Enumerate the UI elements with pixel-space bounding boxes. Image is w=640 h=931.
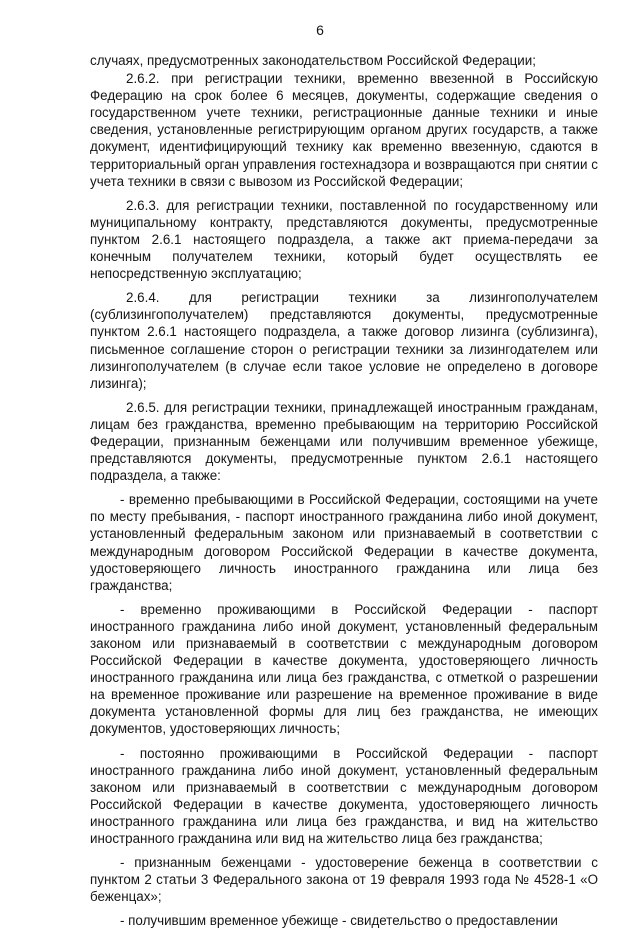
paragraph-2-6-3: 2.6.3. для регистрации техники, поставленной по государственному или муниципальному контракту, представляются документы, предусмотренные пунктом 2.6.1 настоящего подраздела, а также акт приема-передачи за конечным получателем техники, который будет осуществлять ее непосредственную эксплуатацию; [90, 197, 598, 282]
document-body [90, 52, 598, 931]
list-item-refugees: - признанным беженцами - удостоверение беженца в соответствии с пунктом 2 статьи 3 Федерального закона от 19 февраля 1993 года № 4528-1 «О беженцах»; [90, 855, 598, 905]
paragraph-2-6-5: 2.6.5. для регистрации техники, принадлежащей иностранным гражданам, лицам без гражданства, временно пребывающим на территорию Российской Федерации, признанным беженцами или получившим временное убежище, представляются документы, предусмотренные пунктом 2.6.1 настоящего подраздела, а также: [90, 399, 598, 484]
list-item-temporary-asylum: - получившим временное убежище - свидетельство о предоставлении [120, 913, 558, 929]
paragraph-continuation: случаях, предусмотренных законодательством Российской Федерации; [90, 53, 536, 68]
paragraph-2-6-4: 2.6.4. для регистрации техники за лизингополучателем (сублизингополучателем) представляются документы, предусмотренные пунктом 2.6.1 настоящего подраздела, а также договор лизинга (сублизинга), письменное соглашение сторон о регистрации техники за лизингодателем или лизингополучателем (в случае если такое условие не определено в договоре лизинга); [90, 290, 598, 391]
list-item-temporarily-staying: - временно пребывающими в Российской Федерации, состоящими на учете по месту пребывания, - паспорт иностранного гражданина либо иной документ, установленный федеральным законом или признаваемый в соответствии с международным договором Российской Федерации в качестве документа, удостоверяющего личность иностранного гражданина или лица без гражданства; [90, 492, 598, 593]
paragraph-2-6-2: 2.6.2. при регистрации техники, временно ввезенной в Российскую Федерацию на срок более 6 месяцев, документы, содержащие сведения о государственном учете техники, регистрационные данные техники и иные сведения, установленные регистрирующим органом других государств, а также документ, идентифицирующий технику как временно ввезенную, сдаются в территориальный орган управления гостехнадзора и возвращаются при снятии с учета техники в связи с вывозом из Российской Федерации; [90, 71, 598, 189]
list-item-permanently-residing: - постоянно проживающими в Российской Федерации - паспорт иностранного гражданина либо иной документ, установленный федеральным законом или признаваемый в соответствии с международным договором Российской Федерации в качестве документа, удостоверяющего личность иностранного гражданина или лица без гражданства, и вид на жительство иностранного гражданина или вид на жительство лица без гражданства; [90, 745, 598, 847]
page-number: 6 [316, 22, 324, 38]
list-item-temporarily-residing: - временно проживающими в Российской Федерации - паспорт иностранного гражданина либо иной документ, установленный федеральным законом или признаваемый в соответствии с международным договором Российской Федерации в качестве документа, удостоверяющего личность иностранного гражданина или лица без гражданства, с отметкой о разрешении на временное проживание или разрешение на временное проживание в виде документа установленной формы для лиц без гражданства, не имеющих документов, удостоверяющих личность; [90, 601, 598, 737]
